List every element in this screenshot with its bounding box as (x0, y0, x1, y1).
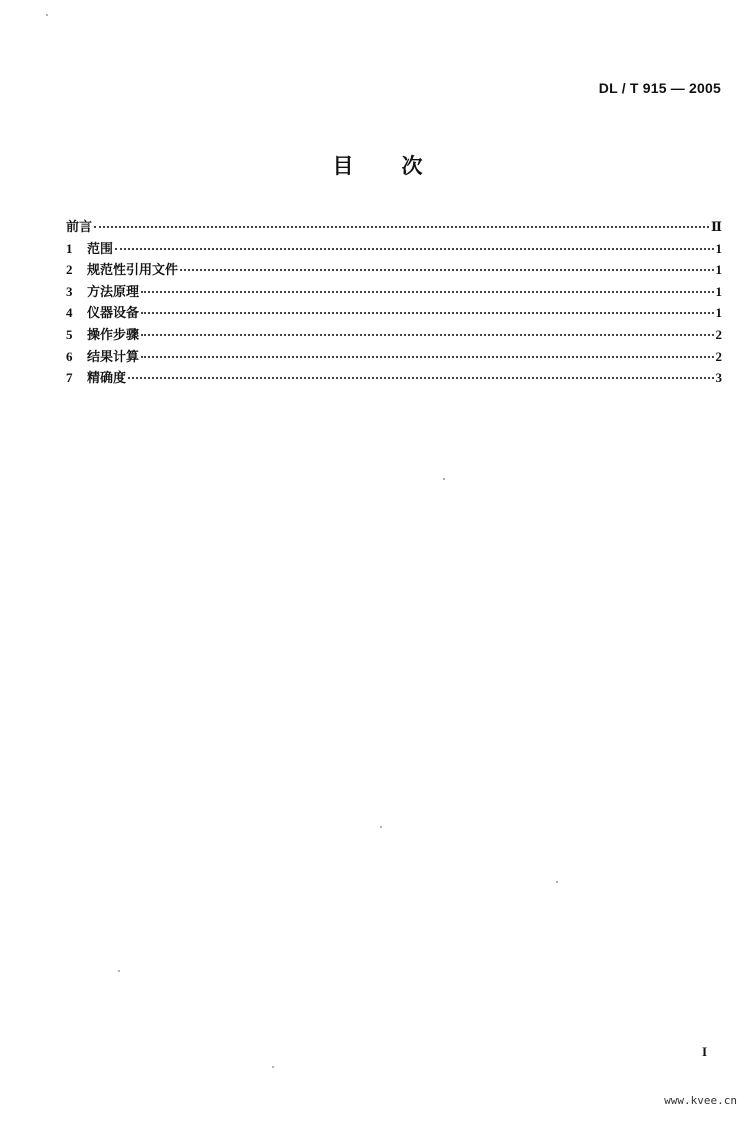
toc-entry-5[interactable] (66, 324, 722, 346)
toc-entry-number: 3 (66, 283, 73, 299)
toc-entry-6[interactable] (66, 346, 722, 368)
standard-code: DL / T 915 — 2005 (598, 80, 721, 96)
toc-entry-number: 6 (66, 348, 73, 364)
toc-leader-dots (141, 291, 713, 293)
toc-leader-dots (141, 356, 713, 358)
toc-entry-3[interactable] (66, 281, 722, 303)
toc-entry-page: 3 (715, 370, 722, 386)
scan-speck (556, 881, 558, 883)
toc-entry-7[interactable] (66, 367, 722, 389)
toc-entry-label: 规范性引用文件 (87, 263, 179, 279)
toc-entry-page: 1 (715, 305, 722, 321)
toc-leader-dots (141, 334, 713, 336)
watermark-url: www.kvee.cn (664, 1094, 737, 1107)
scan-speck (443, 478, 445, 480)
title-char-2: 次 (401, 154, 423, 178)
toc-leader-dots (94, 226, 709, 228)
scan-speck (118, 970, 120, 972)
toc-entry-label: 前言 (66, 220, 93, 235)
toc-entry-2[interactable] (66, 259, 722, 281)
toc-entry-page: 1 (715, 262, 722, 278)
toc-leader-dots (128, 377, 713, 379)
toc-leader-dots (141, 312, 713, 314)
table-of-contents (66, 216, 722, 389)
scan-speck (380, 826, 382, 828)
toc-entry-page: 2 (715, 348, 722, 364)
scan-speck (46, 14, 48, 16)
toc-entry-4[interactable] (66, 302, 722, 324)
scan-speck (272, 1066, 274, 1068)
toc-entry-page: 1 (715, 240, 722, 256)
toc-entry-label: 结果计算 (87, 349, 140, 365)
toc-entry-number: 4 (66, 305, 73, 321)
toc-entry-number: 1 (66, 240, 73, 256)
toc-entry-page: Ⅱ (711, 219, 722, 234)
toc-entry-label: 范围 (87, 241, 114, 257)
toc-entry-foreword[interactable] (66, 216, 722, 238)
toc-leader-dots (180, 269, 713, 271)
toc-entry-label: 仪器设备 (87, 306, 140, 322)
toc-entry-label: 精确度 (87, 371, 127, 387)
toc-entry-page: 1 (715, 283, 722, 299)
page-title (0, 150, 755, 180)
toc-entry-label: 方法原理 (87, 284, 140, 300)
toc-leader-dots (115, 248, 713, 250)
toc-entry-page: 2 (715, 326, 722, 342)
title-char-1: 目 (332, 154, 354, 178)
toc-entry-label: 操作步骤 (87, 327, 140, 343)
toc-entry-number: 2 (66, 262, 73, 278)
toc-entry-number: 5 (66, 326, 73, 342)
toc-entry-1[interactable] (66, 238, 722, 260)
footer-page-number: I (701, 1044, 707, 1059)
toc-entry-number: 7 (66, 370, 73, 386)
